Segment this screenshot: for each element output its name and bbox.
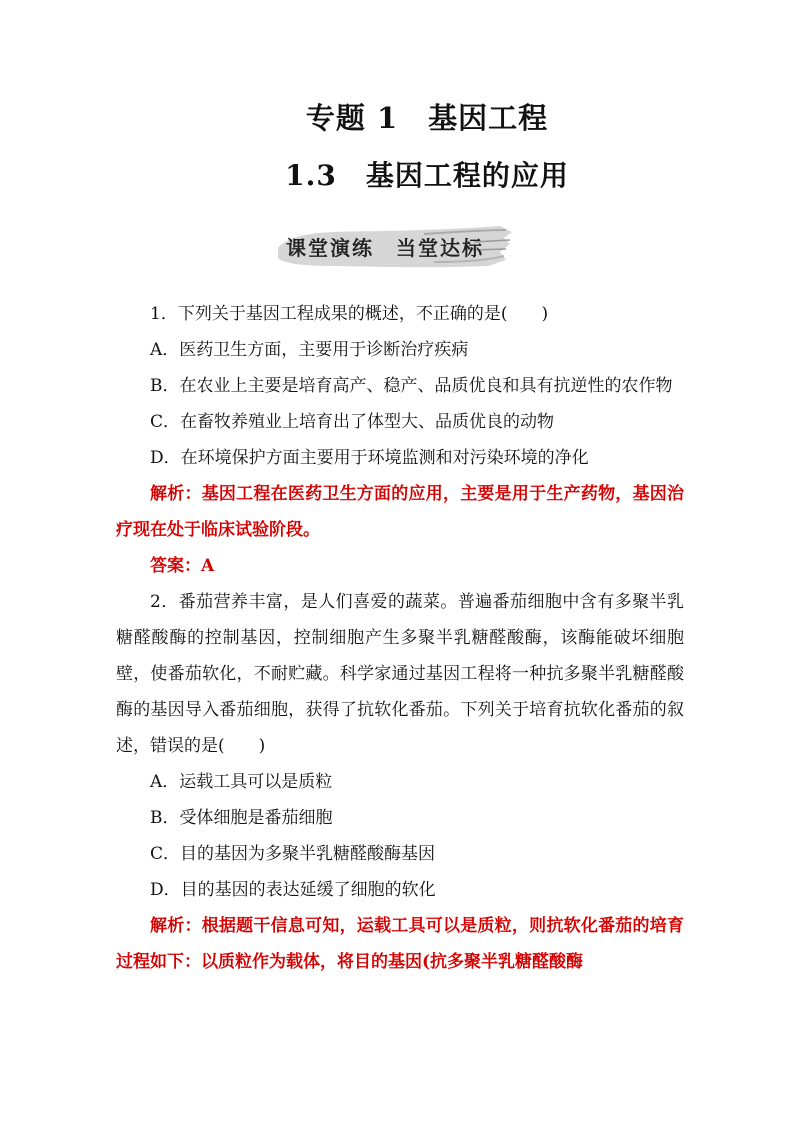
practice-banner: [274, 222, 514, 270]
question-1-stem: [116, 296, 684, 332]
q2-option-b: B．受体细胞是番茄细胞: [150, 808, 333, 828]
q2-option-c: C．目的基因为多聚半乳糖醛酸酶基因: [150, 844, 436, 864]
banner-label: 课堂演练 当堂达标: [286, 236, 484, 260]
q1-stem-text: 1．下列关于基因工程成果的概述，不正确的是(: [150, 304, 508, 324]
section-title: 1.3 基因工程的应用: [285, 159, 569, 192]
q1-analysis: 解析：基因工程在医药卫生方面的应用，主要是用于生产药物，基因治疗现在处于临床试验阶段。: [116, 484, 684, 540]
chapter-title: 专题 1 基因工程: [305, 101, 549, 135]
q1-answer: 答案：A: [150, 556, 215, 576]
q1-option-c: C．在畜牧养殖业上培育出了体型大、品质优良的动物: [150, 412, 555, 432]
q1-option-d: D．在环境保护方面主要用于环境监测和对污染环境的净化: [150, 448, 589, 468]
q2-analysis: 解析：根据题干信息可知，运载工具可以是质粒，则抗软化番茄的培育过程如下：以质粒作为载体，将目的基因(抗多聚半乳糖醛酸酶: [116, 916, 684, 972]
question-content: [116, 296, 684, 980]
q1-option-b: B．在农业上主要是培育高产、稳产、品质优良和具有抗逆性的农作物: [150, 376, 673, 396]
q1-stem-close: ): [541, 304, 549, 324]
q2-stem-close: ): [258, 736, 266, 756]
q2-stem-text: 2．番茄营养丰富，是人们喜爱的蔬菜。普遍番茄细胞中含有多聚半乳糖醛酸酶的控制基因，控制细胞产生多聚半乳糖醛酸酶，该酶能破坏细胞壁，使番茄软化，不耐贮藏。科学家通过基因工程将一种抗多聚半乳糖醛酸酶的基因导入番茄细胞，获得了抗软化番茄。下列关于培育抗软化番茄的叙述，错误的是(: [116, 592, 684, 756]
q1-option-a: A．医药卫生方面，主要用于诊断治疗疾病: [150, 340, 469, 360]
q2-option-a: A．运载工具可以是质粒: [150, 772, 333, 792]
q2-option-d: D．目的基因的表达延缓了细胞的软化: [150, 880, 436, 900]
question-2-stem: [116, 584, 684, 764]
